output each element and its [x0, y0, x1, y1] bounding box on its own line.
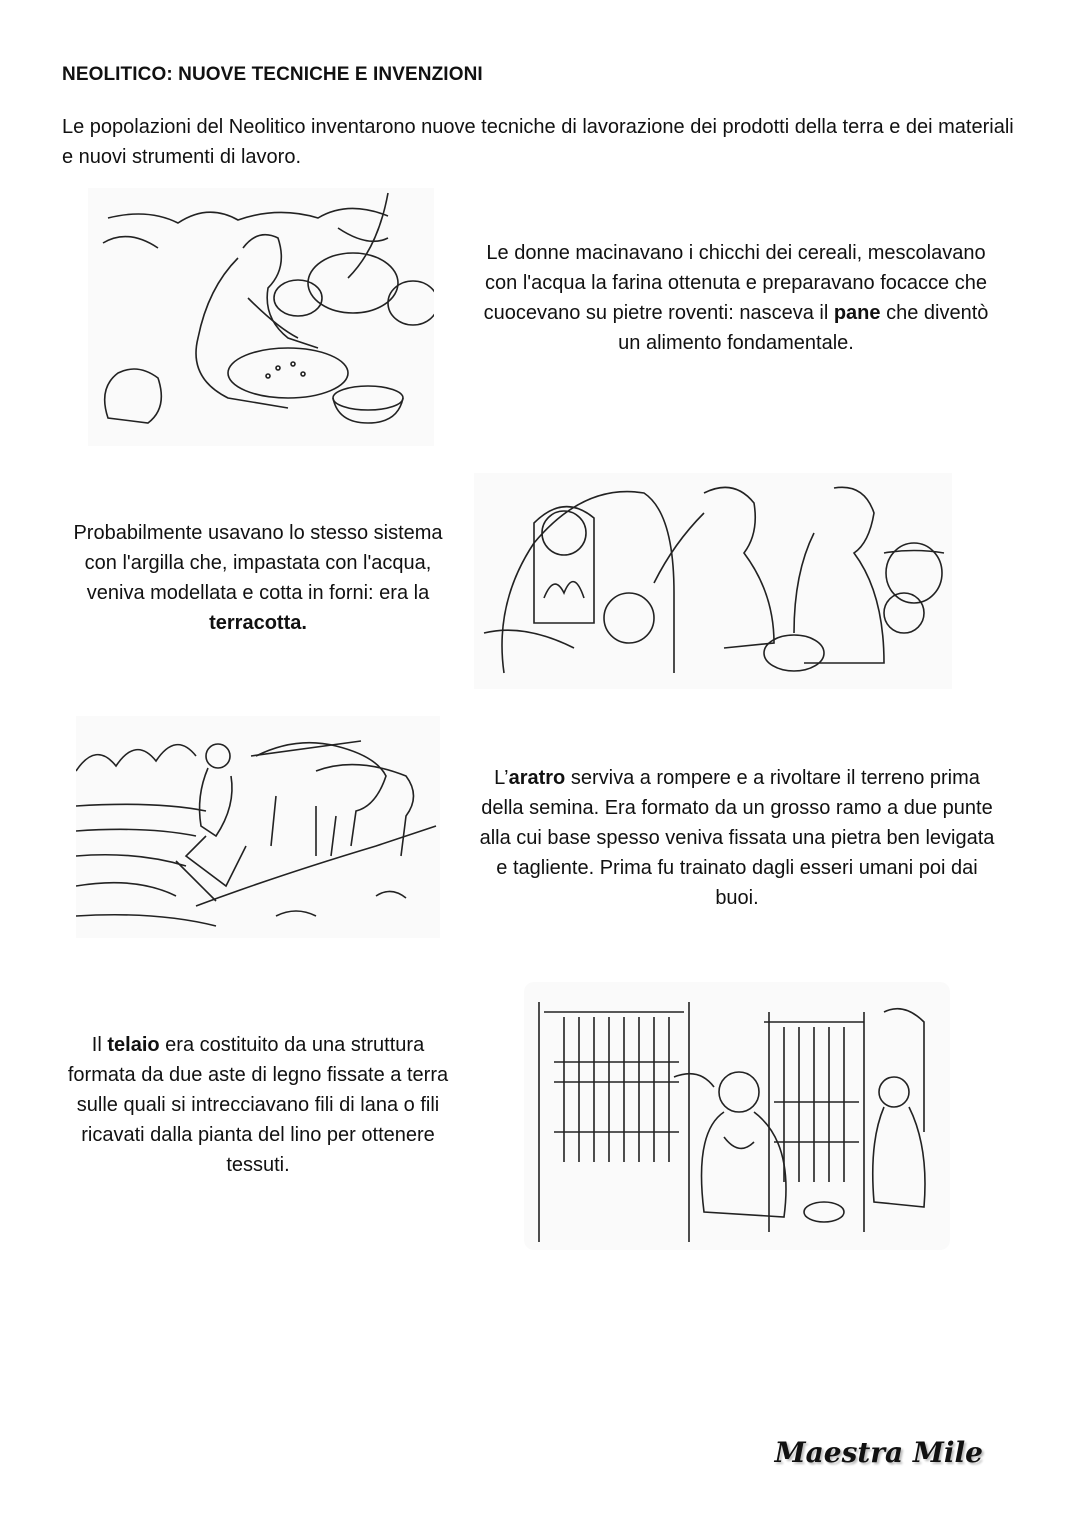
page-title: NEOLITICO: NUOVE TECNICHE E INVENZIONI: [62, 64, 483, 85]
weaving-loom-illustration: [524, 982, 950, 1250]
plough-text-start: L’: [494, 767, 509, 789]
intro-paragraph: Le popolazioni del Neolitico inventarono nuove tecniche di lavorazione dei prodotti della terra e dei materiali e nuovi strumenti di lavoro.: [62, 116, 1014, 168]
pottery-kiln-illustration: [474, 473, 952, 689]
terracotta-text-start: Probabilmente usavano lo stesso sistema con l'argilla che, impastata con l'acqua, veniva modellata e cotta in forni: era la: [73, 522, 443, 604]
plough-keyword: aratro: [508, 767, 566, 789]
loom-text-end: era costituito da una struttura formata da due aste di legno fissate a terra sulle quali si intrecciavano fili di lana o fili ricavati dalla pianta del lino per ottenere tessuti.: [67, 1034, 449, 1176]
bread-keyword: pane: [833, 302, 881, 324]
loom-keyword: telaio: [107, 1034, 160, 1056]
terracotta-keyword: terracotta.: [209, 612, 307, 634]
bread-description: [478, 238, 994, 358]
plough-description: [472, 763, 1002, 913]
plough-text-end: serviva a rompere e a rivoltare il terreno prima della semina. Era formato da un grosso ramo a due punte alla cui base spesso veniva fissata una pietra ben levigata e tagliente. Prima fu trainato dagli esseri umani poi dai buoi.: [479, 767, 995, 909]
loom-text-start: Il: [91, 1034, 108, 1056]
grinding-grain-illustration: [88, 188, 434, 446]
bread-text-end: che diventò un alimento fondamentale.: [618, 302, 989, 354]
bread-text-start: Le donne macinavano i chicchi dei cereali, mescolavano con l'acqua la farina ottenuta e preparavano focacce che cuocevano su pietre roventi: nasceva il: [483, 242, 987, 324]
terracotta-description: [60, 518, 456, 638]
plough-oxen-illustration: [76, 716, 440, 938]
author-signature: Maestra Mile: [774, 1436, 983, 1469]
loom-description: [60, 1030, 456, 1180]
